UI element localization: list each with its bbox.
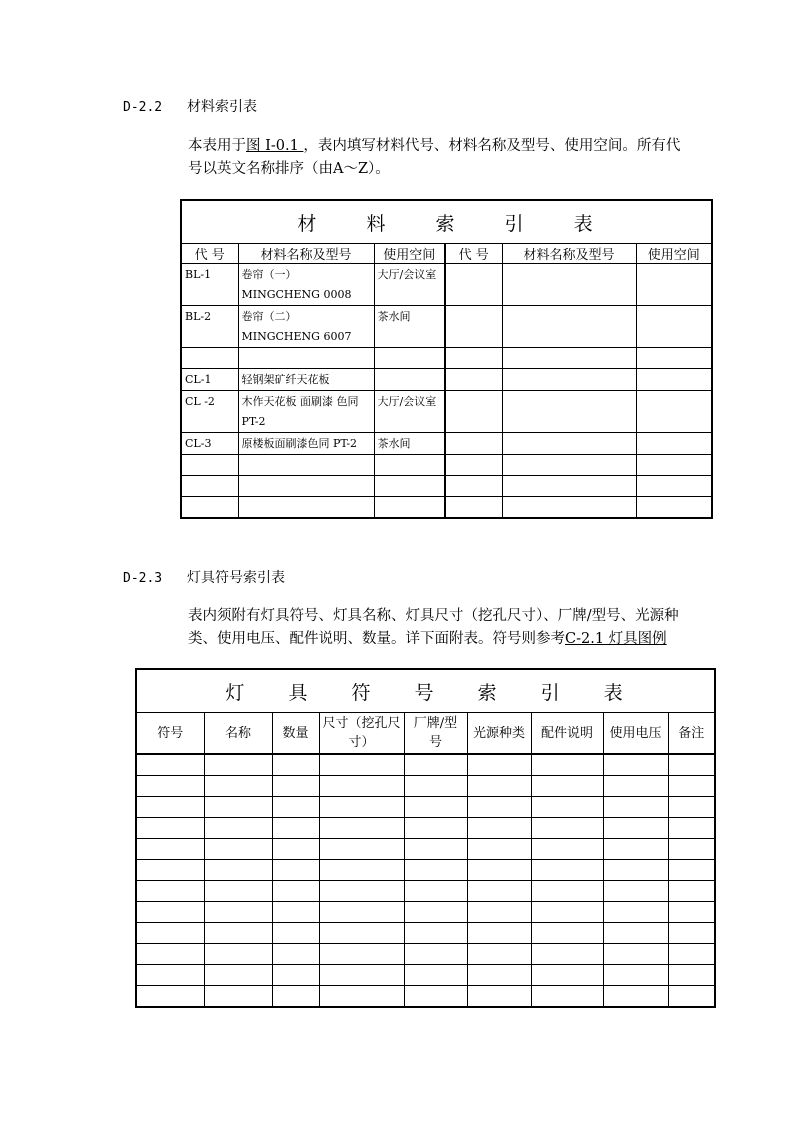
table-cell: [636, 306, 712, 348]
column-header: 使用空间: [374, 244, 445, 264]
table-cell: [502, 369, 636, 391]
table-cell: [668, 754, 715, 776]
table-cell: 卷帘（一）MINGCHENG 0008: [238, 264, 374, 306]
table-cell: [404, 986, 467, 1008]
table-cell: [204, 965, 272, 986]
table-cell: 茶水间: [374, 306, 445, 348]
table-cell: [272, 818, 319, 839]
table-cell: 原楼板面刷漆色同 PT-2: [238, 433, 374, 455]
table-cell: [445, 476, 502, 497]
table-title: 灯 具 符 号 索 引 表: [136, 669, 715, 713]
table-row: [181, 306, 712, 348]
table-cell: [636, 391, 712, 433]
table-cell: [668, 944, 715, 965]
table-title: 材 料 索 引 表: [181, 200, 712, 244]
table-cell: [603, 860, 668, 881]
table-row: [136, 860, 715, 881]
table-cell: [603, 839, 668, 860]
figure-link[interactable]: 图 I-0.1: [246, 138, 304, 154]
table-cell: [319, 754, 404, 776]
table-cell: [668, 965, 715, 986]
table-cell: [204, 776, 272, 797]
table-row: [136, 776, 715, 797]
table-cell: [272, 944, 319, 965]
table-cell: [204, 986, 272, 1008]
table-cell: 茶水间: [374, 433, 445, 455]
table-cell: [531, 923, 603, 944]
table-cell: [531, 902, 603, 923]
table-cell: [531, 839, 603, 860]
table-cell: [272, 754, 319, 776]
table-cell: [204, 923, 272, 944]
table-cell: [668, 881, 715, 902]
section-title: 材料索引表: [187, 99, 257, 115]
column-header: 材料名称及型号: [502, 244, 636, 264]
table-cell: [319, 986, 404, 1008]
table-cell: [404, 860, 467, 881]
table-cell: 大厅/会议室: [374, 391, 445, 433]
column-header: 数量: [272, 713, 319, 755]
table-cell: [445, 348, 502, 369]
table-cell: [502, 433, 636, 455]
para-text: 类、使用电压、配件说明、数量。详下面附表。符号则参考: [188, 631, 565, 647]
table-cell: [404, 965, 467, 986]
table-cell: [374, 497, 445, 519]
table-cell: [272, 965, 319, 986]
table-cell: [467, 818, 531, 839]
table-cell: [636, 455, 712, 476]
table-cell: [603, 965, 668, 986]
column-header: 材料名称及型号: [238, 244, 374, 264]
table-cell: 轻钢架矿纤天花板: [238, 369, 374, 391]
table-cell: [319, 860, 404, 881]
table-cell: BL-2: [181, 306, 238, 348]
column-header: 符号: [136, 713, 204, 755]
column-header: 备注: [668, 713, 715, 755]
table-cell: [445, 306, 502, 348]
table-cell: [467, 860, 531, 881]
table-cell: [136, 818, 204, 839]
table-cell: [204, 902, 272, 923]
table-cell: [636, 433, 712, 455]
table-cell: [668, 839, 715, 860]
table-row: [181, 433, 712, 455]
table-cell: [531, 986, 603, 1008]
table-cell: [136, 881, 204, 902]
table-cell: CL-3: [181, 433, 238, 455]
table-cell: [467, 902, 531, 923]
table-cell: [136, 923, 204, 944]
table-cell: [136, 965, 204, 986]
table-cell: [136, 902, 204, 923]
table-cell: [404, 818, 467, 839]
table-cell: [531, 944, 603, 965]
table-row: [136, 797, 715, 818]
table-row: [181, 391, 712, 433]
table-cell: [603, 923, 668, 944]
table-cell: [181, 476, 238, 497]
column-header: 使用空间: [636, 244, 712, 264]
table-cell: [404, 923, 467, 944]
table-row: [136, 839, 715, 860]
table-cell: CL -2: [181, 391, 238, 433]
table-cell: [636, 476, 712, 497]
table-row: [181, 348, 712, 369]
table-cell: [272, 881, 319, 902]
table-cell: [467, 839, 531, 860]
table-cell: [374, 476, 445, 497]
table-cell: [467, 944, 531, 965]
table-cell: [272, 923, 319, 944]
table-cell: [636, 497, 712, 519]
table-cell: [445, 497, 502, 519]
table-cell: [136, 797, 204, 818]
table-cell: [467, 965, 531, 986]
table-cell: [204, 944, 272, 965]
table-cell: 大厅/会议室: [374, 264, 445, 306]
table-cell: [204, 881, 272, 902]
table-cell: [404, 902, 467, 923]
table-cell: [467, 797, 531, 818]
table-cell: [502, 306, 636, 348]
table-cell: [668, 776, 715, 797]
table-cell: [636, 264, 712, 306]
table-cell: [319, 818, 404, 839]
table-row: [181, 455, 712, 476]
table-cell: [531, 860, 603, 881]
para-text: 号以英文名称排序（由A～Z）。: [188, 161, 390, 177]
column-header: 配件说明: [531, 713, 603, 755]
table-cell: [319, 902, 404, 923]
table-row: [181, 497, 712, 519]
table-cell: [136, 754, 204, 776]
table-row: [181, 476, 712, 497]
table-cell: [445, 455, 502, 476]
table-row: [181, 369, 712, 391]
table-cell: [502, 476, 636, 497]
table-cell: [668, 860, 715, 881]
table-cell: [531, 965, 603, 986]
table-cell: [238, 476, 374, 497]
table-cell: [319, 776, 404, 797]
table-cell: [204, 860, 272, 881]
table-cell: [136, 860, 204, 881]
table-cell: [404, 881, 467, 902]
table-cell: [204, 754, 272, 776]
section-paragraph: [188, 605, 748, 651]
table-cell: [374, 348, 445, 369]
table-row: [181, 264, 712, 306]
table-cell: [272, 797, 319, 818]
table-cell: [319, 965, 404, 986]
table-cell: [238, 455, 374, 476]
table-cell: [319, 944, 404, 965]
para-text: 表内须附有灯具符号、灯具名称、灯具尺寸（挖孔尺寸）、厂牌/型号、光源种: [188, 608, 679, 624]
table-cell: [181, 455, 238, 476]
section-number: D-2.2: [123, 100, 163, 115]
table-cell: [272, 776, 319, 797]
column-header: 尺寸（挖孔尺寸）: [319, 713, 404, 755]
table-cell: [272, 839, 319, 860]
table-cell: [531, 754, 603, 776]
table-cell: [136, 776, 204, 797]
table-cell: [531, 881, 603, 902]
table-cell: [531, 797, 603, 818]
table-cell: [636, 348, 712, 369]
legend-link[interactable]: C-2.1 灯具图例: [565, 631, 667, 647]
section-heading-d22: [123, 96, 257, 116]
table-cell: [204, 797, 272, 818]
table-row: [136, 881, 715, 902]
table-cell: [467, 986, 531, 1008]
column-header: 厂牌/型号: [404, 713, 467, 755]
table-cell: [502, 264, 636, 306]
para-text: 本表用于: [188, 138, 246, 154]
table-cell: [404, 944, 467, 965]
column-header: 使用电压: [603, 713, 668, 755]
table-header-row: [181, 244, 712, 264]
table-cell: [136, 944, 204, 965]
section-heading-d23: [123, 567, 285, 587]
table-cell: [136, 986, 204, 1008]
section-number: D-2.3: [123, 571, 163, 586]
column-header: 代 号: [181, 244, 238, 264]
table-cell: [319, 797, 404, 818]
table-cell: [374, 369, 445, 391]
table-cell: [603, 797, 668, 818]
table-cell: [467, 776, 531, 797]
table-cell: [467, 754, 531, 776]
table-cell: [668, 923, 715, 944]
table-cell: [531, 818, 603, 839]
table-cell: CL-1: [181, 369, 238, 391]
table-cell: [445, 369, 502, 391]
material-index-table: [180, 199, 713, 519]
table-cell: [445, 391, 502, 433]
table-cell: [238, 497, 374, 519]
table-cell: [319, 923, 404, 944]
column-header: 代 号: [445, 244, 502, 264]
table-cell: [603, 986, 668, 1008]
table-cell: 卷帘（二）MINGCHENG 6007: [238, 306, 374, 348]
table-cell: [404, 776, 467, 797]
table-cell: [204, 839, 272, 860]
table-cell: [181, 348, 238, 369]
para-text: ，表内填写材料代号、材料名称及型号、使用空间。所有代: [303, 138, 681, 154]
table-row: [136, 965, 715, 986]
table-cell: [204, 818, 272, 839]
table-row: [136, 944, 715, 965]
table-cell: [502, 455, 636, 476]
table-cell: [404, 797, 467, 818]
table-cell: [502, 497, 636, 519]
section-paragraph: [188, 135, 748, 181]
table-cell: [603, 902, 668, 923]
table-row: [136, 986, 715, 1008]
table-header-row: [136, 713, 715, 755]
table-cell: [603, 776, 668, 797]
table-row: [136, 754, 715, 776]
table-cell: [531, 776, 603, 797]
table-cell: [668, 986, 715, 1008]
table-cell: [272, 986, 319, 1008]
table-cell: [272, 860, 319, 881]
table-cell: [272, 902, 319, 923]
section-title: 灯具符号索引表: [187, 570, 285, 586]
table-cell: [404, 839, 467, 860]
table-cell: [467, 923, 531, 944]
table-cell: [668, 902, 715, 923]
table-cell: BL-1: [181, 264, 238, 306]
table-row: [136, 818, 715, 839]
table-cell: [319, 839, 404, 860]
table-cell: [603, 818, 668, 839]
table-row: [136, 923, 715, 944]
table-cell: 木作天花板 面刷漆 色同PT-2: [238, 391, 374, 433]
table-cell: [668, 797, 715, 818]
lighting-symbol-index-table: [135, 668, 716, 1008]
table-cell: [374, 455, 445, 476]
table-cell: [603, 944, 668, 965]
table-cell: [603, 754, 668, 776]
table-cell: [502, 391, 636, 433]
table-cell: [603, 881, 668, 902]
table-cell: [467, 881, 531, 902]
table-cell: [181, 497, 238, 519]
table-cell: [404, 754, 467, 776]
table-cell: [445, 433, 502, 455]
table-row: [136, 902, 715, 923]
table-cell: [319, 881, 404, 902]
table-cell: [136, 839, 204, 860]
table-cell: [238, 348, 374, 369]
column-header: 名称: [204, 713, 272, 755]
column-header: 光源种类: [467, 713, 531, 755]
table-cell: [445, 264, 502, 306]
table-cell: [502, 348, 636, 369]
table-cell: [636, 369, 712, 391]
table-cell: [668, 818, 715, 839]
